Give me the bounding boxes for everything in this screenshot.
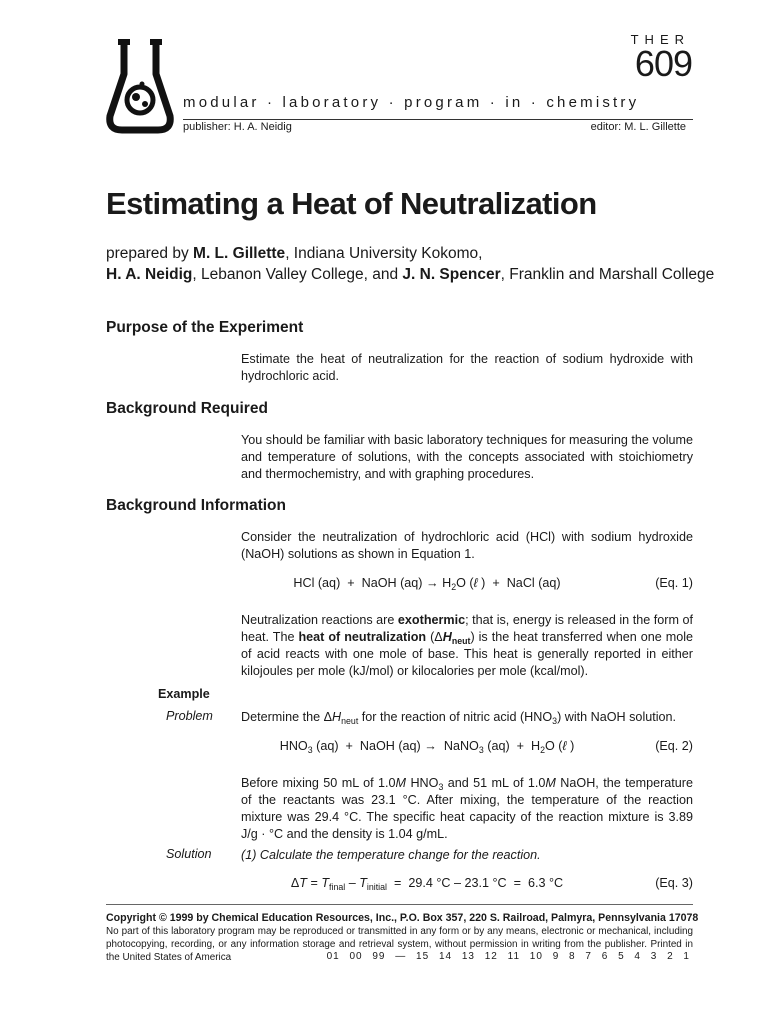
editor-credit: editor: M. L. Gillette xyxy=(590,121,686,133)
series-label: THER xyxy=(630,32,690,47)
required-text: You should be familiar with basic laboratory techniques for measuring the volume and temperature of solutions, with the concepts associated with stoichiometry and thermochemistry, and with graphing procedures. xyxy=(241,433,693,481)
equation-1 xyxy=(241,576,693,594)
equation-1-label: (Eq. 1) xyxy=(655,576,693,590)
equation-2 xyxy=(241,739,693,757)
paragraph-text: is the heat transferred when one mole of acid reacts with one mole of base. This heat is generally reported in either kilojoules per mole (kJ/mol) or kilocalories per mole (kcal/mol). xyxy=(241,630,694,678)
flask-logo-icon xyxy=(106,38,174,134)
author-name: H. A. Neidig xyxy=(106,266,193,283)
solution-step-1: (1) Calculate the temperature change for the reaction. xyxy=(241,848,541,862)
copyright-notice: No part of this laboratory program may be reproduced or transmitted in any form or by any means, electronic or mechanical, including photocopying, recording, or any information storage and retrieval system, without permission in writing from the publisher. Printed in the United States of America xyxy=(106,926,693,963)
section-heading-information: Background Information xyxy=(106,497,286,514)
equation-3-label: (Eq. 3) xyxy=(655,876,693,890)
term-exothermic: exothermic xyxy=(397,613,466,627)
equation-2-expression: $HNO_3$ (aq) + NaOH (aq) → NaNO$_3$ $(aq) + H_2O$ (ℓ ) xyxy=(279,739,575,755)
section-heading-required: Background Required xyxy=(106,400,268,417)
author-affiliation: , Lebanon Valley College, and xyxy=(192,266,403,283)
publisher-credit: publisher: H. A. Neidig xyxy=(183,121,292,133)
equation-2-label: (Eq. 2) xyxy=(655,739,693,753)
document-title: Estimating a Heat of Neutralization xyxy=(106,186,597,221)
copyright-line: Copyright © 1999 by Chemical Education Resources, Inc., P.O. Box 357, 220 S. Railroad, Palmyra, Pennsylvania 17078 xyxy=(106,912,699,924)
footer-rule xyxy=(106,904,693,905)
author-affiliation: , Franklin and Marshall College xyxy=(500,266,715,283)
given-data-text: Before mixing 50 mL of 1.0M $HNO_3$ and 51 mL of 1.0M NaOH, the temperature of the reactants was 23.1 °C. After mixing, the temperature of the reaction mixture was 29.4 °C. The specific heat capacity of the reaction mixture is 3.89 J/g · °C and the density is 1.04 g/mL. xyxy=(241,776,693,841)
header-rule xyxy=(183,119,693,120)
information-intro: Consider the neutralization of hydrochloric acid (HCl) with sodium hydroxide (NaOH) solutions as shown in Equation 1. xyxy=(241,530,693,561)
term-heat-of-neutralization: heat of neutralization xyxy=(298,630,427,644)
problem-text: Determine the $\Delta H_{neut}$ for the reaction of nitric acid $(HNO_3)$ with NaOH solution. xyxy=(241,710,677,726)
equation-3-expression: $\Delta T = T_{final} - T_{initial} = 29.4$ °C – 23.1 °C = 6.3 °C xyxy=(290,876,564,892)
purpose-text: Estimate the heat of neutralization for the reaction of sodium hydroxide with hydrochloric acid. xyxy=(241,352,693,383)
print-line: 01 00 99 — 15 14 13 12 11 10 9 8 7 6 5 4 3 2 1 xyxy=(326,951,690,962)
equation-1-expression: HCl (aq) + NaOH $(aq) \to H_2O$ (ℓ ) + NaCl (aq) xyxy=(293,576,561,592)
equation-3 xyxy=(241,876,693,894)
problem-label: Problem xyxy=(166,709,213,723)
solution-label: Solution xyxy=(166,847,212,861)
series-number: 609 xyxy=(634,43,692,84)
author-name: J. N. Spencer xyxy=(402,266,501,283)
paragraph-text: ; that is, energy is released in the form of heat. The xyxy=(241,613,693,644)
author-credits xyxy=(106,243,714,285)
prepared-by-label: prepared by xyxy=(106,245,194,262)
example-label: Example xyxy=(158,687,210,701)
section-heading-purpose: Purpose of the Experiment xyxy=(106,319,304,336)
paragraph-text: Neutralization reactions are xyxy=(241,613,398,627)
program-name: modular · laboratory · program · in · chemistry xyxy=(183,94,640,111)
exothermic-paragraph: Neutralization reactions are exothermic; that is, energy is released in the form of heat. The heat of neutralization $(\Delta H_{neut})$ is the heat transferred when one mole of acid reacts with one mole of base. This heat is generally reported in either kilojoules per mole (kJ/mol) or kilocalories per mole (kcal/mol). xyxy=(241,613,694,678)
author-name: M. L. Gillette xyxy=(193,245,286,262)
author-affiliation: , Indiana University Kokomo, xyxy=(285,245,483,262)
